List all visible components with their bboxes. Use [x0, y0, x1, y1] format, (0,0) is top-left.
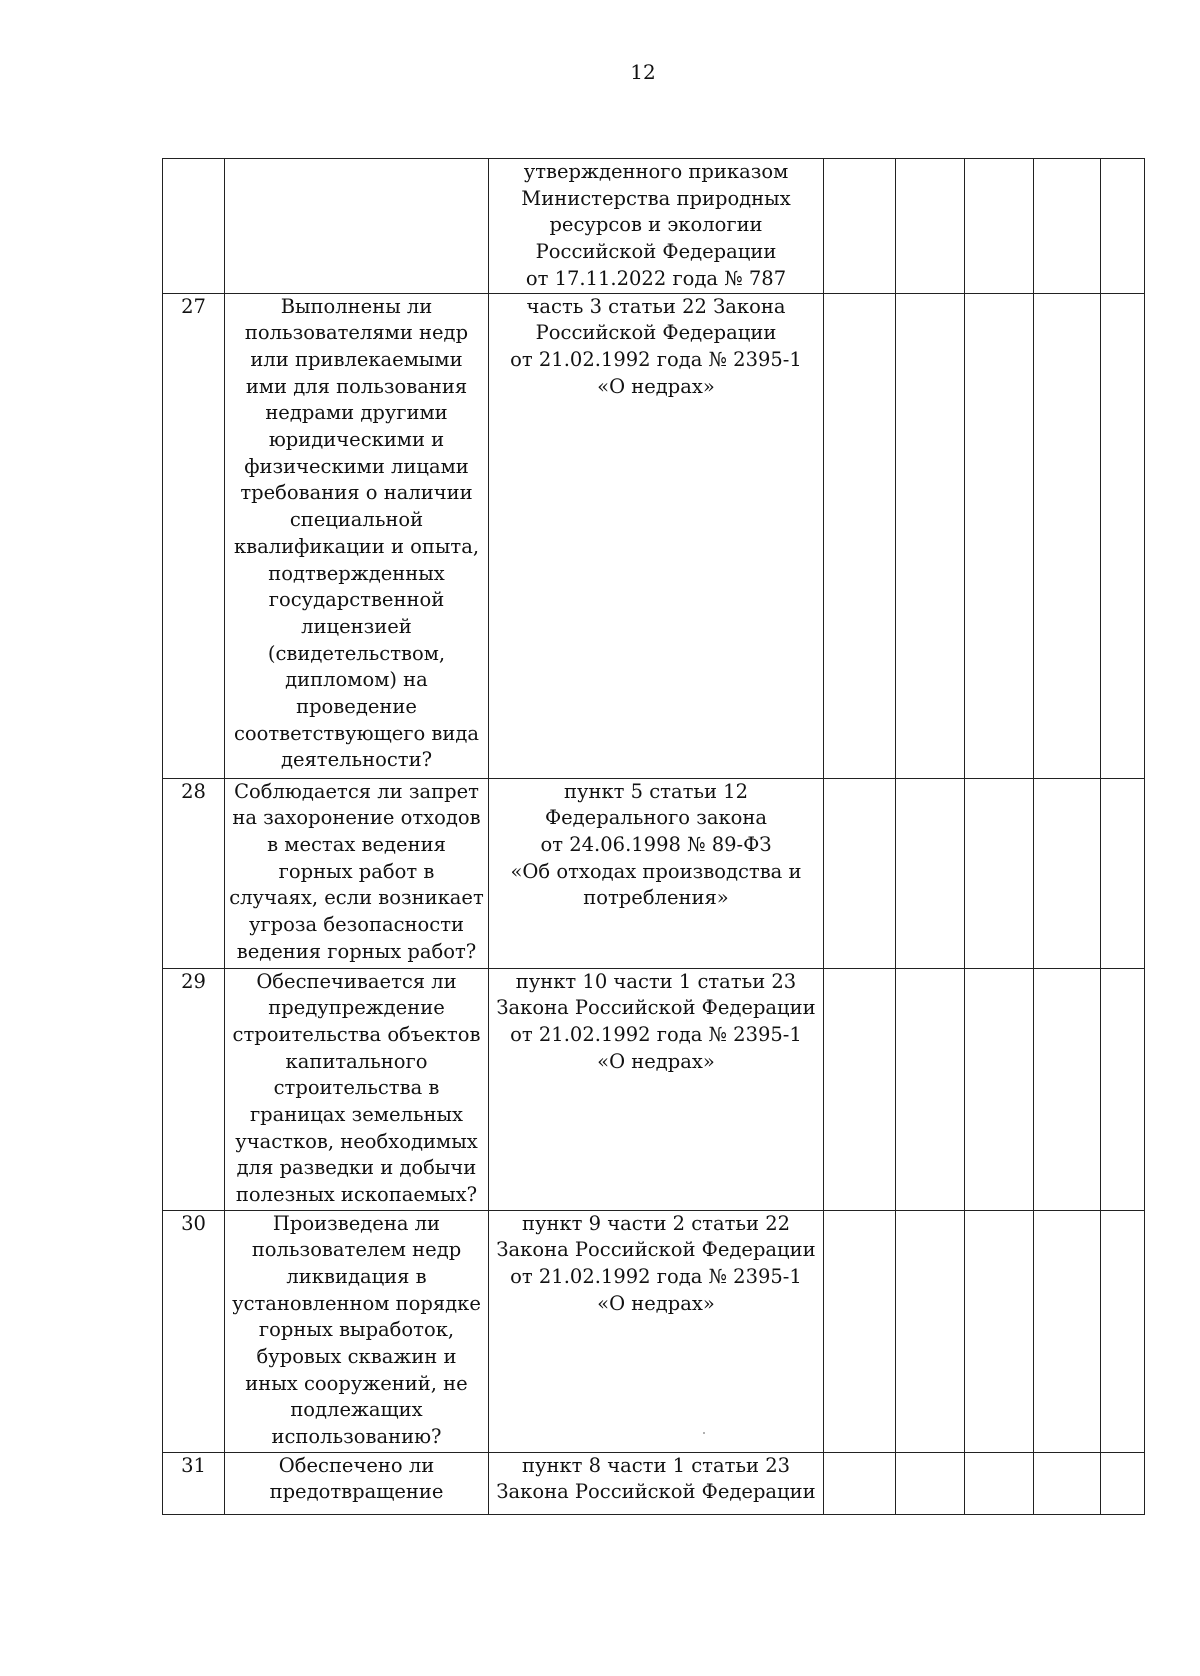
row-number: 31 — [163, 1452, 225, 1514]
legal-reference: пункт 8 части 1 статьи 23 Закона Российской Федерации — [489, 1452, 824, 1514]
legal-reference: пункт 9 части 2 статьи 22 Закона Российской Федерации от 21.02.1992 года № 2395-1 «О недрах» — [489, 1210, 824, 1452]
table-row — [163, 1210, 1145, 1452]
answer-cell — [1034, 778, 1101, 968]
answer-cell — [1034, 1452, 1101, 1514]
answer-cell — [1101, 1210, 1145, 1452]
answer-cell — [896, 1210, 965, 1452]
answer-cell — [824, 968, 896, 1210]
answer-cell — [965, 293, 1034, 778]
answer-cell — [965, 1210, 1034, 1452]
row-number — [163, 159, 225, 294]
answer-cell — [1101, 293, 1145, 778]
requirement-question: Обеспечено ли предотвращение — [225, 1452, 489, 1514]
requirement-question: Обеспечивается ли предупреждение строительства объектов капитального строительства в границах земельных участков, необходимых для разведки и добычи полезных ископаемых? — [225, 968, 489, 1210]
checklist-table — [162, 158, 1145, 1515]
table-row — [163, 293, 1145, 778]
answer-cell — [1034, 1210, 1101, 1452]
answer-cell — [896, 778, 965, 968]
row-number: 29 — [163, 968, 225, 1210]
table-row — [163, 159, 1145, 294]
answer-cell — [1101, 1452, 1145, 1514]
answer-cell — [824, 778, 896, 968]
requirement-question: Соблюдается ли запрет на захоронение отходов в местах ведения горных работ в случаях, если возникает угроза безопасности ведения горных работ? — [225, 778, 489, 968]
answer-cell — [965, 968, 1034, 1210]
requirement-question: Выполнены ли пользователями недр или привлекаемыми ими для пользования недрами другими юридическими и физическими лицами требования о наличии специальной квалификации и опыта, подтвержденных государственной лицензией (свидетельством, дипломом) на проведение соответствующего вида деятельности? — [225, 293, 489, 778]
requirement-question: Произведена ли пользователем недр ликвидация в установленном порядке горных выработок, буровых скважин и иных сооружений, не подлежащих использованию? — [225, 1210, 489, 1452]
answer-cell — [1101, 159, 1145, 294]
row-number: 28 — [163, 778, 225, 968]
answer-cell — [824, 159, 896, 294]
row-number: 30 — [163, 1210, 225, 1452]
answer-cell — [896, 1452, 965, 1514]
answer-cell — [1101, 778, 1145, 968]
requirement-question — [225, 159, 489, 294]
answer-cell — [965, 159, 1034, 294]
legal-reference: часть 3 статьи 22 Закона Российской Федерации от 21.02.1992 года № 2395-1 «О недрах» — [489, 293, 824, 778]
answer-cell — [896, 293, 965, 778]
answer-cell — [1034, 159, 1101, 294]
legal-reference: пункт 5 статьи 12 Федерального закона от 24.06.1998 № 89-ФЗ «Об отходах производства и потребления» — [489, 778, 824, 968]
answer-cell — [965, 1452, 1034, 1514]
answer-cell — [824, 293, 896, 778]
table-row — [163, 1452, 1145, 1514]
table-row — [163, 778, 1145, 968]
answer-cell — [896, 159, 965, 294]
answer-cell — [1034, 968, 1101, 1210]
answer-cell — [824, 1210, 896, 1452]
answer-cell — [896, 968, 965, 1210]
answer-cell — [1101, 968, 1145, 1210]
legal-reference: пункт 10 части 1 статьи 23 Закона Российской Федерации от 21.02.1992 года № 2395-1 «О недрах» — [489, 968, 824, 1210]
answer-cell — [965, 778, 1034, 968]
answer-cell — [824, 1452, 896, 1514]
answer-cell — [1034, 293, 1101, 778]
scan-speck — [703, 1432, 705, 1434]
legal-reference: утвержденного приказом Министерства природных ресурсов и экологии Российской Федерации от 17.11.2022 года № 787 — [489, 159, 824, 294]
table-row — [163, 968, 1145, 1210]
row-number: 27 — [163, 293, 225, 778]
page-number: 12 — [630, 60, 656, 84]
